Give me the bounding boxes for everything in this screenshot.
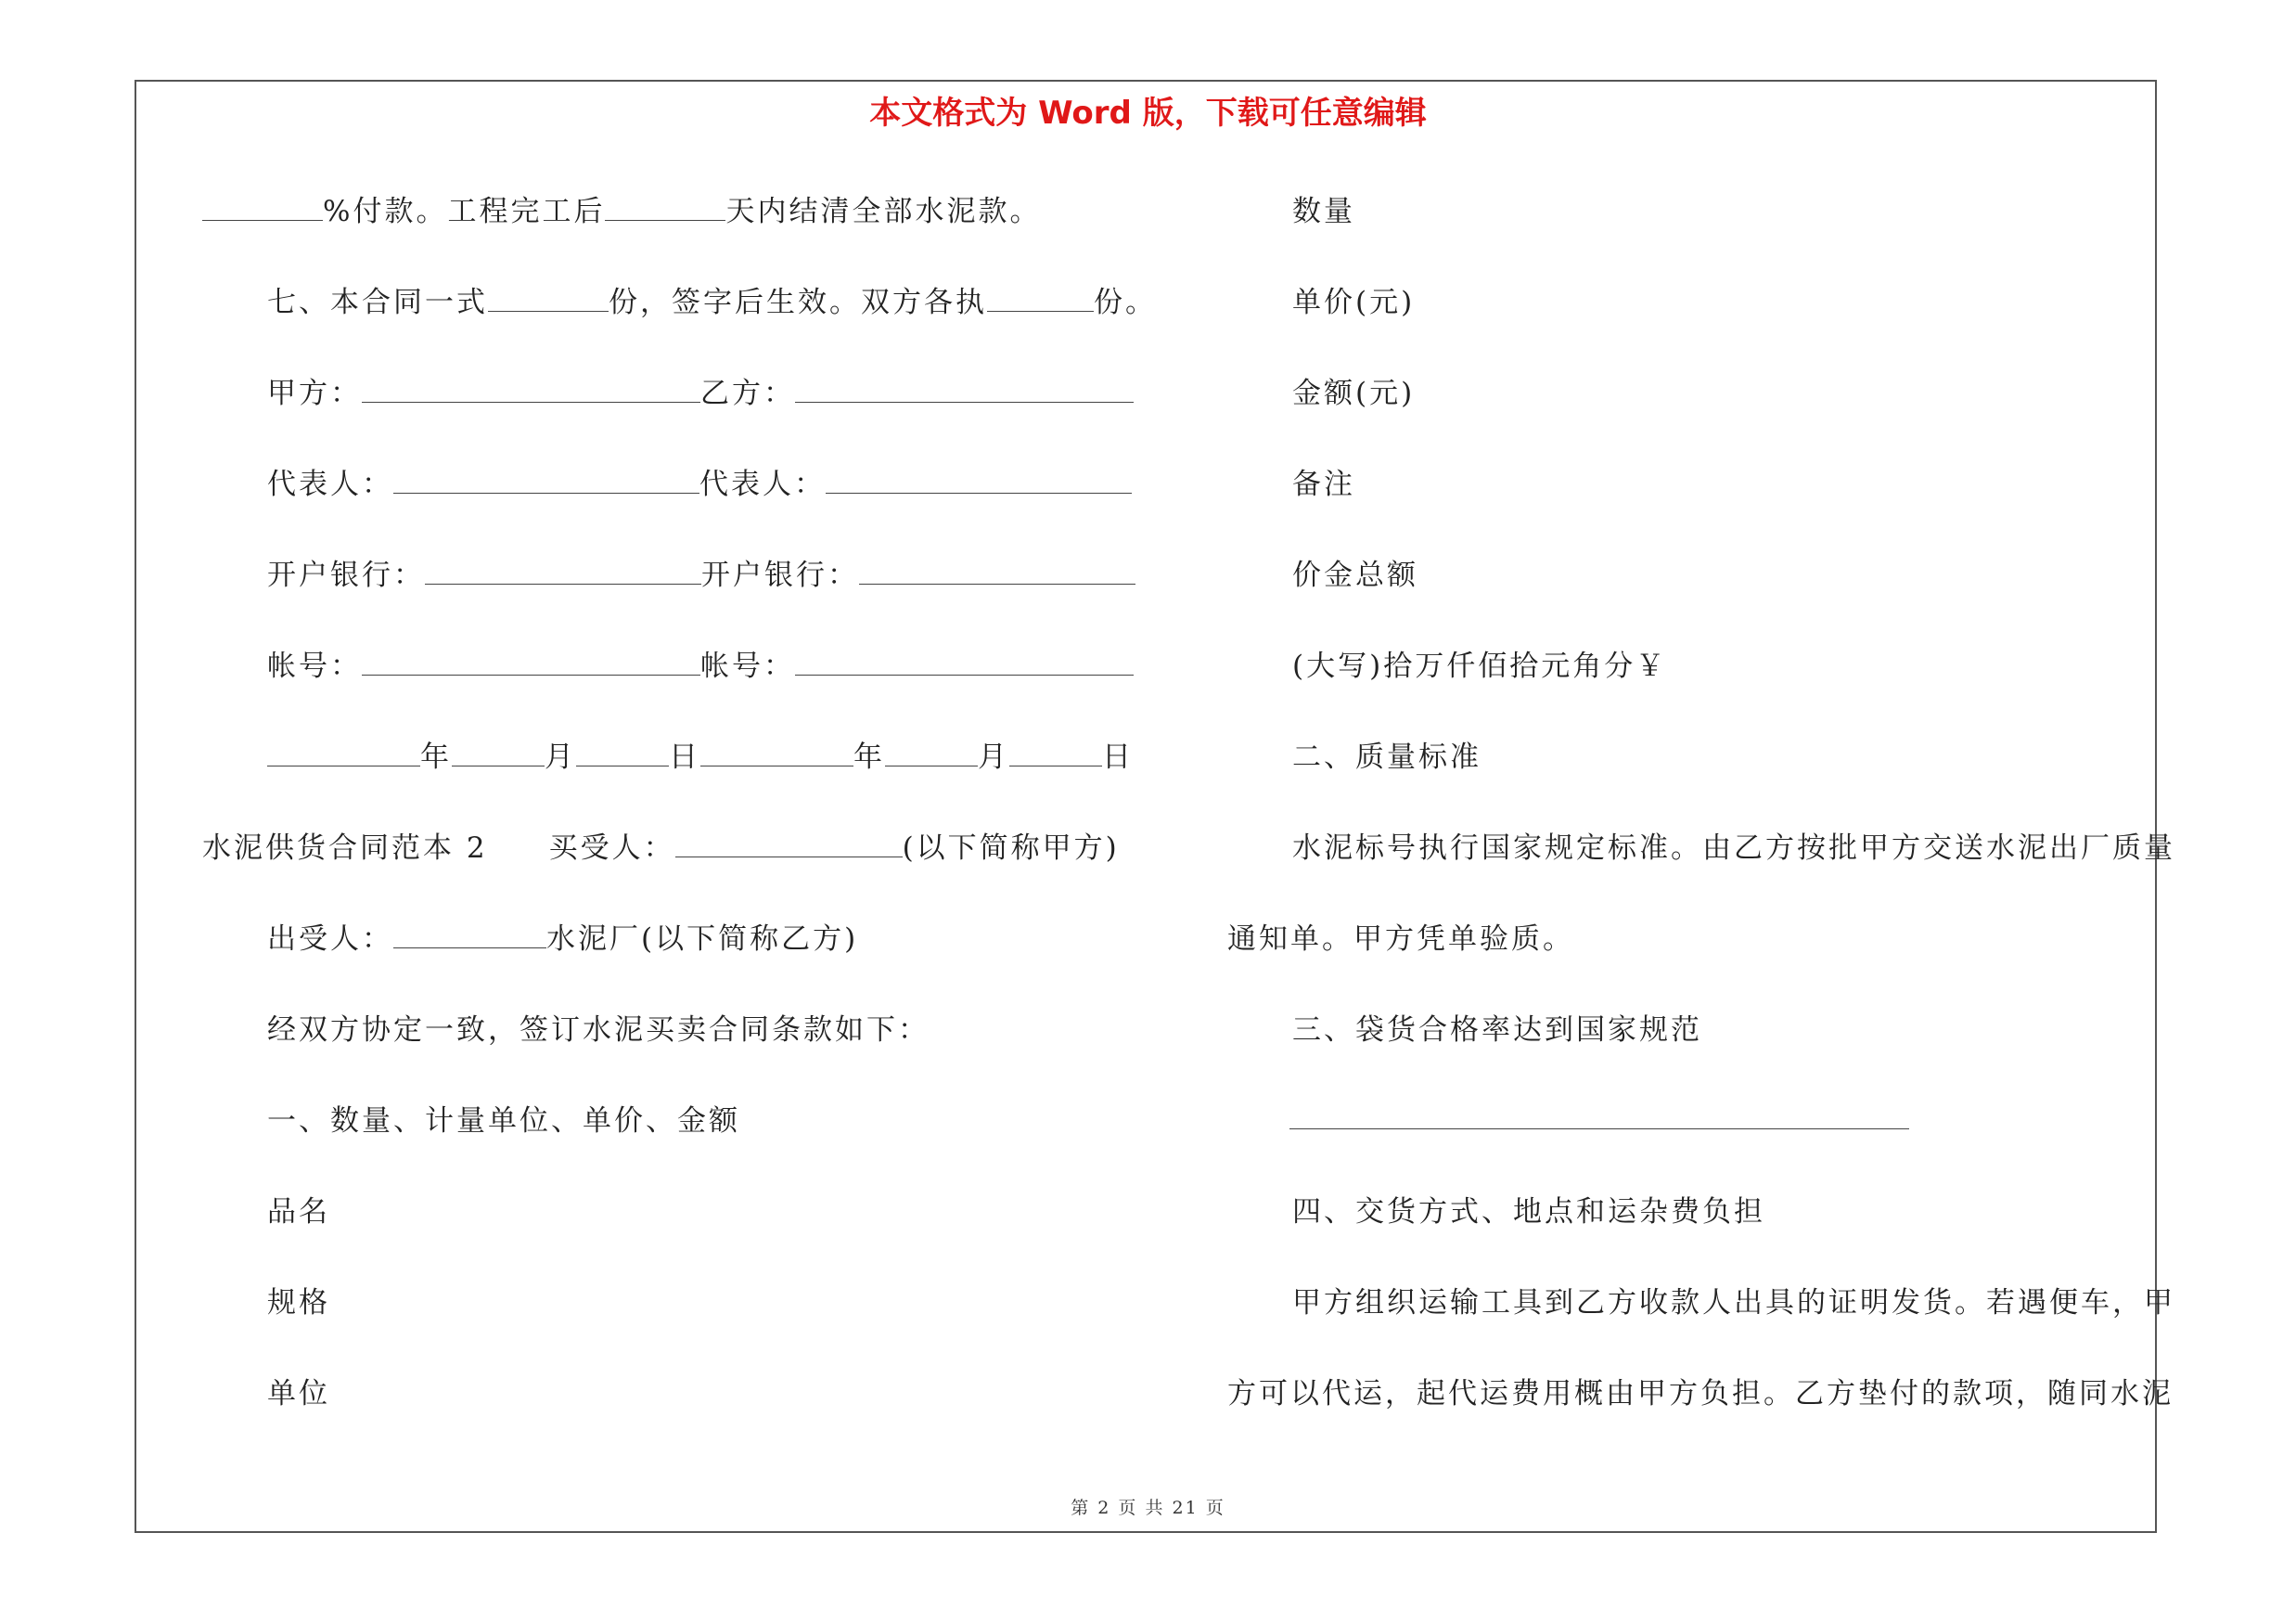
qty-label: 数量 bbox=[1292, 195, 1355, 228]
date-line bbox=[267, 739, 1134, 776]
section-1-heading: 一、数量、计量单位、单价、金额 bbox=[267, 1104, 740, 1138]
remark-label: 备注 bbox=[1292, 468, 1355, 501]
section-3-heading: 三、袋货合格率达到国家规范 bbox=[1292, 1013, 1702, 1047]
party-b-field[interactable] bbox=[795, 378, 1134, 403]
blank-field bbox=[605, 196, 725, 221]
bank-line bbox=[267, 557, 1135, 594]
year-field[interactable] bbox=[700, 741, 853, 766]
bank-a-label: 开户银行： bbox=[267, 559, 425, 592]
text-segment: %付款。工程完工后 bbox=[323, 195, 606, 228]
left-line-1 bbox=[202, 193, 1041, 230]
rep-a-label: 代表人： bbox=[267, 468, 393, 501]
party-a-label: 甲方： bbox=[267, 377, 362, 410]
paragraph-4-line-1: 甲方组织运输工具到乙方收款人出具的证明发货。若遇便车，甲 bbox=[1292, 1286, 2175, 1320]
seller-label: 出受人： bbox=[267, 922, 393, 956]
paragraph-2-line-1: 水泥标号执行国家规定标准。由乙方按批甲方交送水泥出厂质量 bbox=[1292, 831, 2175, 865]
blank-field bbox=[488, 287, 609, 312]
account-a-field[interactable] bbox=[362, 650, 700, 676]
text-segment: 日 bbox=[669, 741, 700, 774]
item-name-label: 品名 bbox=[267, 1195, 330, 1229]
rep-b-field[interactable] bbox=[826, 469, 1132, 494]
text-segment: 天内结清全部水泥款。 bbox=[725, 195, 1042, 228]
buyer-field[interactable] bbox=[675, 832, 903, 857]
rep-b-label: 代表人： bbox=[699, 468, 826, 501]
seller-field[interactable] bbox=[393, 923, 546, 948]
section-title: 水泥供货合同范本 2 bbox=[202, 831, 488, 865]
bank-a-field[interactable] bbox=[425, 560, 701, 585]
blank-field bbox=[987, 287, 1094, 312]
month-field[interactable] bbox=[452, 741, 545, 766]
account-line bbox=[267, 648, 1134, 685]
unit-price-label: 单价(元) bbox=[1292, 286, 1416, 319]
item-spec-label: 规格 bbox=[267, 1286, 330, 1320]
day-field[interactable] bbox=[1009, 741, 1102, 766]
text-segment: 月 bbox=[545, 741, 576, 774]
text-segment: 年 bbox=[420, 741, 452, 774]
seller-note: 水泥厂(以下简称乙方) bbox=[546, 922, 859, 956]
agree-line: 经双方协定一致，签订水泥买卖合同条款如下： bbox=[267, 1013, 930, 1047]
paragraph-2-line-2: 通知单。甲方凭单验质。 bbox=[1227, 922, 1574, 956]
bank-b-label: 开户银行： bbox=[701, 559, 859, 592]
account-b-field[interactable] bbox=[795, 650, 1134, 676]
item-unit-label: 单位 bbox=[267, 1377, 330, 1410]
buyer-label: 买受人： bbox=[548, 831, 675, 865]
rep-line bbox=[267, 466, 1132, 503]
text-segment: 份，签字后生效。双方各执 bbox=[609, 286, 987, 319]
day-field[interactable] bbox=[576, 741, 669, 766]
page-footer: 第 2 页 共 21 页 bbox=[1071, 1498, 1225, 1518]
party-a-field[interactable] bbox=[362, 378, 700, 403]
amount-label: 金额(元) bbox=[1292, 377, 1416, 410]
total-label: 价金总额 bbox=[1292, 559, 1418, 592]
uppercase-amount-label: (大写)拾万仟佰拾元角分￥ bbox=[1292, 650, 1668, 683]
seller-line bbox=[267, 921, 858, 958]
left-line-2 bbox=[267, 284, 1157, 321]
buyer-note: (以下简称甲方) bbox=[902, 831, 1120, 865]
year-field[interactable] bbox=[267, 741, 420, 766]
account-b-label: 帐号： bbox=[700, 650, 795, 683]
section-4-heading: 四、交货方式、地点和运杂费负担 bbox=[1292, 1195, 1765, 1229]
paragraph-4-line-2: 方可以代运，起代运费用概由甲方负担。乙方垫付的款项，随同水泥 bbox=[1227, 1377, 2174, 1410]
account-a-label: 帐号： bbox=[267, 650, 362, 683]
blank-field bbox=[202, 196, 323, 221]
party-line bbox=[267, 375, 1134, 412]
text-segment: 七、本合同一式 bbox=[267, 286, 488, 319]
text-segment: 月 bbox=[978, 741, 1009, 774]
rep-a-field[interactable] bbox=[393, 469, 699, 494]
title-buyer-line bbox=[202, 830, 1120, 867]
text-segment: 日 bbox=[1102, 741, 1134, 774]
section-2-heading: 二、质量标准 bbox=[1292, 741, 1481, 774]
section-3-blank[interactable] bbox=[1289, 1128, 1909, 1129]
month-field[interactable] bbox=[885, 741, 978, 766]
bank-b-field[interactable] bbox=[859, 560, 1135, 585]
header-banner: 本文格式为 Word 版，下载可任意编辑 bbox=[869, 95, 1427, 132]
text-segment: 年 bbox=[853, 741, 885, 774]
text-segment: 份。 bbox=[1094, 286, 1157, 319]
party-b-label: 乙方： bbox=[700, 377, 795, 410]
